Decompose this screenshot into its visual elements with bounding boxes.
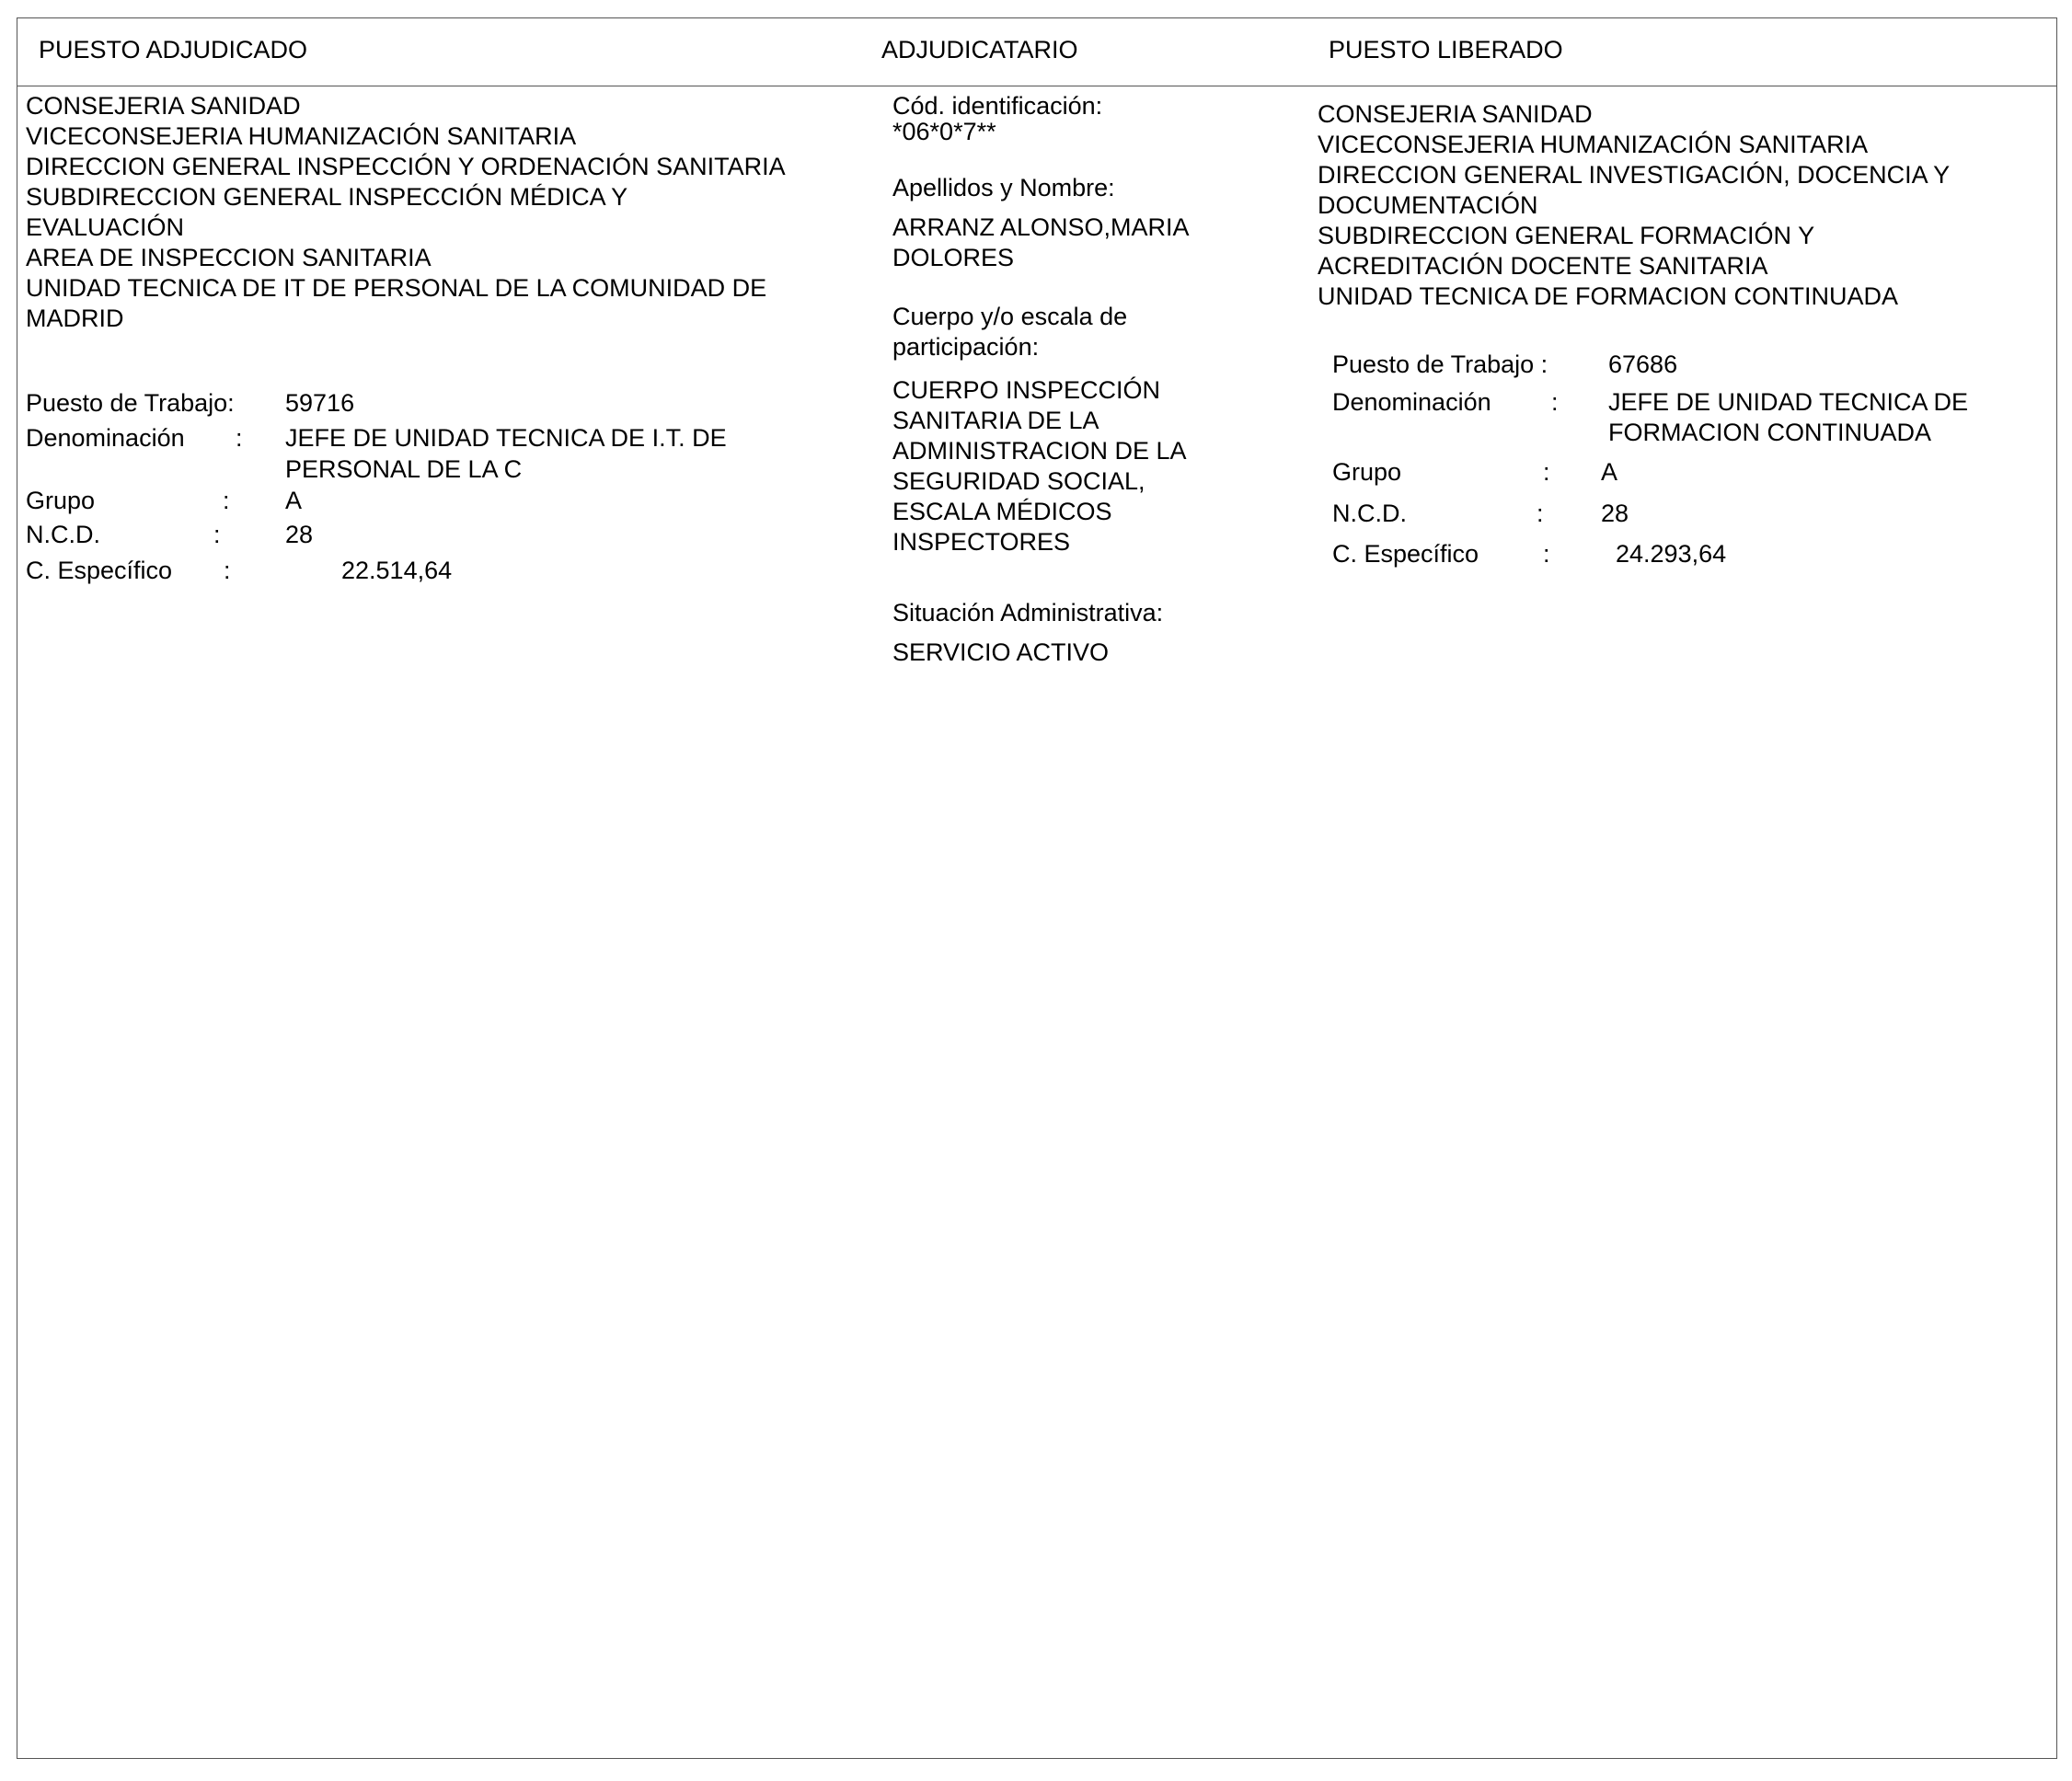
- adjudicado-puesto-value: 59716: [285, 389, 355, 417]
- adjudicado-ncd-value: 28: [285, 521, 314, 548]
- liberado-puesto-value: 67686: [1608, 350, 1678, 378]
- apellidos-nombre-value: [892, 213, 1190, 273]
- org-line: AREA DE INSPECCION SANITARIA: [26, 244, 432, 271]
- cuerpo-label-line: Cuerpo y/o escala de: [892, 303, 1128, 330]
- situacion-value: SERVICIO ACTIVO: [892, 638, 1110, 666]
- org-line: UNIDAD TECNICA DE FORMACION CONTINUADA: [1318, 282, 1899, 310]
- liberado-grupo-label: Grupo: [1332, 458, 1402, 486]
- adjudicado-grupo-label: Grupo: [26, 487, 96, 514]
- adjudicado-especifico-colon: :: [224, 557, 231, 584]
- org-line: MADRID: [26, 304, 124, 332]
- org-line: EVALUACIÓN: [26, 213, 185, 241]
- nombre-line: ARRANZ ALONSO,MARIA: [892, 213, 1190, 241]
- liberado-puesto-label: Puesto de Trabajo :: [1332, 350, 1548, 378]
- liberado-ncd-value: 28: [1601, 500, 1629, 527]
- liberado-grupo-value: A: [1601, 458, 1618, 486]
- cuerpo-label-line: participación:: [892, 333, 1040, 361]
- header-adjudicatario: ADJUDICATARIO: [881, 36, 1078, 63]
- org-line: CONSEJERIA SANIDAD: [26, 92, 301, 120]
- liberado-denominacion-label: Denominación: [1332, 388, 1491, 416]
- adjudicado-puesto-label: Puesto de Trabajo:: [26, 389, 235, 417]
- liberado-especifico-label: C. Específico: [1332, 540, 1479, 568]
- org-line: SUBDIRECCION GENERAL FORMACIÓN Y: [1318, 222, 1815, 249]
- header-puesto-liberado: PUESTO LIBERADO: [1329, 36, 1563, 63]
- adjudicado-denominacion-label: Denominación: [26, 424, 185, 452]
- cuerpo-line: INSPECTORES: [892, 528, 1071, 556]
- adjudicado-especifico-value: 22.514,64: [341, 557, 453, 584]
- org-line: VICECONSEJERIA HUMANIZACIÓN SANITARIA: [26, 122, 577, 150]
- cuerpo-value: [892, 375, 1187, 557]
- liberado-denominacion-colon: :: [1551, 388, 1559, 416]
- adjudicado-grupo-colon: :: [223, 487, 230, 514]
- cuerpo-line: CUERPO INSPECCIÓN: [892, 376, 1161, 404]
- org-line: UNIDAD TECNICA DE IT DE PERSONAL DE LA COMUNIDAD DE: [26, 274, 767, 302]
- cod-identificacion-label: Cód. identificación:: [892, 92, 1103, 120]
- cuerpo-line: SEGURIDAD SOCIAL,: [892, 467, 1145, 495]
- adjudicado-denominacion-line: PERSONAL DE LA C: [285, 455, 523, 483]
- org-line: CONSEJERIA SANIDAD: [1318, 100, 1593, 128]
- adjudicado-denominacion-colon: :: [236, 424, 243, 452]
- liberado-denominacion-line: FORMACION CONTINUADA: [1608, 419, 1931, 446]
- cuerpo-label: [892, 302, 1127, 362]
- org-line: DIRECCION GENERAL INSPECCIÓN Y ORDENACIÓN SANITARIA: [26, 153, 786, 180]
- apellidos-nombre-label: Apellidos y Nombre:: [892, 174, 1115, 201]
- cod-identificacion-value: *06*0*7**: [892, 118, 996, 145]
- adjudicado-denominacion-line: JEFE DE UNIDAD TECNICA DE I.T. DE: [285, 424, 727, 452]
- liberado-denominacion-line: JEFE DE UNIDAD TECNICA DE: [1608, 388, 1969, 416]
- org-line: VICECONSEJERIA HUMANIZACIÓN SANITARIA: [1318, 131, 1869, 158]
- nombre-line: DOLORES: [892, 244, 1015, 271]
- situacion-label: Situación Administrativa:: [892, 599, 1164, 626]
- adjudicado-grupo-value: A: [285, 487, 303, 514]
- adjudicado-ncd-colon: :: [213, 521, 221, 548]
- adjudicado-org-block: [26, 91, 786, 334]
- org-line: SUBDIRECCION GENERAL INSPECCIÓN MÉDICA Y: [26, 183, 628, 211]
- header-puesto-adjudicado: PUESTO ADJUDICADO: [39, 36, 308, 63]
- liberado-especifico-colon: :: [1543, 540, 1550, 568]
- cuerpo-line: ADMINISTRACION DE LA: [892, 437, 1187, 465]
- liberado-ncd-colon: :: [1537, 500, 1544, 527]
- cuerpo-line: SANITARIA DE LA: [892, 407, 1099, 434]
- liberado-org-block: [1318, 99, 1950, 312]
- org-line: DOCUMENTACIÓN: [1318, 191, 1538, 219]
- liberado-especifico-value: 24.293,64: [1616, 540, 1727, 568]
- liberado-ncd-label: N.C.D.: [1332, 500, 1407, 527]
- cuerpo-line: ESCALA MÉDICOS: [892, 498, 1112, 525]
- liberado-grupo-colon: :: [1543, 458, 1550, 486]
- adjudicado-ncd-label: N.C.D.: [26, 521, 100, 548]
- org-line: DIRECCION GENERAL INVESTIGACIÓN, DOCENCIA Y: [1318, 161, 1951, 189]
- adjudicado-especifico-label: C. Específico: [26, 557, 173, 584]
- org-line: ACREDITACIÓN DOCENTE SANITARIA: [1318, 252, 1768, 280]
